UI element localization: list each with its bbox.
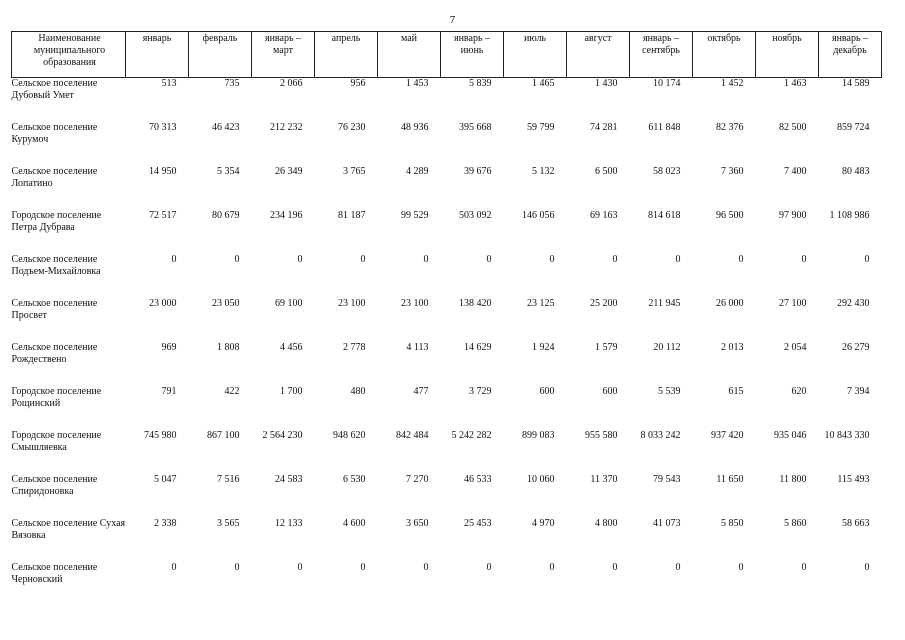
table-cell: 4 600 [343, 518, 366, 529]
table-cell: 0 [360, 562, 366, 573]
table-cell: 23 000 [149, 298, 177, 309]
table-cell: 58 023 [653, 166, 681, 177]
table-cell: 27 100 [779, 298, 807, 309]
table-header-row [12, 32, 882, 78]
table-cell: 80 679 [212, 210, 240, 221]
column-header: май [378, 32, 441, 78]
table-cell: 10 174 [653, 78, 681, 89]
table-row [12, 78, 882, 123]
table-cell: 82 376 [716, 122, 744, 133]
column-header-name: Наименование муниципального образования [12, 32, 126, 78]
table-cell: 6 500 [595, 166, 618, 177]
table-cell: 791 [161, 386, 177, 397]
table-cell: 2 013 [721, 342, 744, 353]
table-cell: 1 579 [595, 342, 618, 353]
table-cell: 600 [602, 386, 618, 397]
table-cell: 39 676 [464, 166, 492, 177]
table-cell: 5 242 282 [451, 430, 492, 441]
table-cell: 1 463 [784, 78, 807, 89]
table-cell: 48 936 [401, 122, 429, 133]
table-cell: 422 [224, 386, 240, 397]
table-cell: 745 980 [144, 430, 177, 441]
table-cell: 1 465 [532, 78, 555, 89]
column-header: январь – сентябрь [630, 32, 693, 78]
table-cell: 234 196 [270, 210, 303, 221]
table-cell: 8 033 242 [640, 430, 681, 441]
table-cell: 0 [423, 254, 429, 265]
table-cell: 41 073 [653, 518, 681, 529]
table-cell: 11 650 [716, 474, 744, 485]
table-cell: 3 565 [217, 518, 240, 529]
table-cell: 59 799 [527, 122, 555, 133]
table-cell: 25 200 [590, 298, 618, 309]
table-cell: 5 132 [532, 166, 555, 177]
table-cell: 14 589 [842, 78, 870, 89]
table-body [12, 78, 882, 607]
table-cell: 1 924 [532, 342, 555, 353]
table-cell: 82 500 [779, 122, 807, 133]
table-cell: 7 516 [217, 474, 240, 485]
table-cell: 735 [224, 78, 240, 89]
table-cell: 0 [297, 254, 303, 265]
table-cell: 3 765 [343, 166, 366, 177]
table-cell: 99 529 [401, 210, 429, 221]
table-cell: 477 [413, 386, 429, 397]
table-cell: 395 668 [459, 122, 492, 133]
table-cell: 46 533 [464, 474, 492, 485]
table-row [12, 562, 882, 606]
table-cell: 956 [350, 78, 366, 89]
table-cell: 935 046 [774, 430, 807, 441]
table-cell: 0 [738, 254, 744, 265]
data-table [11, 31, 882, 606]
table-cell: 81 187 [338, 210, 366, 221]
table-cell: 2 564 230 [262, 430, 303, 441]
table-cell: 7 270 [406, 474, 429, 485]
municipality-name: Сельское поселение Черновский [11, 562, 98, 585]
municipality-name: Сельское поселение Сухая Вязовка [11, 518, 126, 541]
table-cell: 4 970 [532, 518, 555, 529]
table-cell: 4 800 [595, 518, 618, 529]
municipality-name: Сельское поселение Подъем-Михайловка [11, 254, 101, 277]
table-cell: 0 [234, 254, 240, 265]
table-cell: 7 360 [721, 166, 744, 177]
column-header: январь – март [252, 32, 315, 78]
table-cell: 76 230 [338, 122, 366, 133]
table-row [12, 254, 882, 298]
table-cell: 5 354 [217, 166, 240, 177]
table-cell: 2 338 [154, 518, 177, 529]
table-row [12, 298, 882, 342]
table-cell: 5 539 [658, 386, 681, 397]
column-header: январь – июнь [441, 32, 504, 78]
table-cell: 2 054 [784, 342, 807, 353]
table-cell: 0 [360, 254, 366, 265]
table-row [12, 210, 882, 254]
table-cell: 615 [728, 386, 744, 397]
table-cell: 2 066 [280, 78, 303, 89]
table-cell: 955 580 [585, 430, 618, 441]
table-cell: 69 163 [590, 210, 618, 221]
table-cell: 79 543 [653, 474, 681, 485]
table-cell: 4 113 [406, 342, 429, 353]
table-cell: 513 [161, 78, 177, 89]
table-cell: 72 517 [149, 210, 177, 221]
municipality-name: Городское поселение Петра Дубрава [11, 210, 102, 233]
table-cell: 10 060 [527, 474, 555, 485]
table-cell: 7 400 [784, 166, 807, 177]
table-cell: 3 650 [406, 518, 429, 529]
table-cell: 14 950 [149, 166, 177, 177]
table-cell: 0 [864, 562, 870, 573]
municipality-name: Сельское поселение Лопатино [11, 166, 98, 189]
table-row [12, 386, 882, 430]
table-cell: 74 281 [590, 122, 618, 133]
table-cell: 5 860 [784, 518, 807, 529]
column-header: январь [126, 32, 189, 78]
table-cell: 1 700 [280, 386, 303, 397]
table-cell: 0 [864, 254, 870, 265]
table-cell: 26 279 [842, 342, 870, 353]
table-cell: 80 483 [842, 166, 870, 177]
table-cell: 11 370 [590, 474, 618, 485]
table-cell: 480 [350, 386, 366, 397]
table-cell: 20 112 [653, 342, 681, 353]
table-cell: 12 133 [275, 518, 303, 529]
table-cell: 899 083 [522, 430, 555, 441]
table-cell: 0 [738, 562, 744, 573]
table-cell: 146 056 [522, 210, 555, 221]
column-header: июль [504, 32, 567, 78]
table-cell: 23 050 [212, 298, 240, 309]
table-cell: 937 420 [711, 430, 744, 441]
table-cell: 0 [297, 562, 303, 573]
table-cell: 620 [791, 386, 807, 397]
table-cell: 46 423 [212, 122, 240, 133]
table-cell: 69 100 [275, 298, 303, 309]
municipality-name: Сельское поселение Просвет [11, 298, 98, 321]
table-row [12, 518, 882, 562]
table-row [12, 122, 882, 166]
table-cell: 0 [612, 254, 618, 265]
table-cell: 5 850 [721, 518, 744, 529]
table-cell: 1 453 [406, 78, 429, 89]
table-cell: 24 583 [275, 474, 303, 485]
table-cell: 0 [549, 562, 555, 573]
table-cell: 814 618 [648, 210, 681, 221]
table-cell: 842 484 [396, 430, 429, 441]
table-cell: 4 456 [280, 342, 303, 353]
table-cell: 0 [675, 254, 681, 265]
column-header: август [567, 32, 630, 78]
table-cell: 7 394 [847, 386, 870, 397]
table-cell: 0 [612, 562, 618, 573]
table-cell: 0 [171, 254, 177, 265]
table-cell: 115 493 [837, 474, 870, 485]
table-row [12, 342, 882, 386]
municipality-name: Сельское поселение Рождествено [11, 342, 98, 365]
table-cell: 212 232 [270, 122, 303, 133]
municipality-name: Сельское поселение Курумоч [11, 122, 98, 145]
table-cell: 867 100 [207, 430, 240, 441]
table-cell: 503 092 [459, 210, 492, 221]
table-cell: 292 430 [837, 298, 870, 309]
municipality-name: Сельское поселение Дубовый Умет [11, 78, 98, 101]
column-header: январь – декабрь [819, 32, 882, 78]
table-cell: 5 839 [469, 78, 492, 89]
table-cell: 23 125 [527, 298, 555, 309]
table-cell: 0 [549, 254, 555, 265]
table-cell: 4 289 [406, 166, 429, 177]
table-cell: 1 430 [595, 78, 618, 89]
table-cell: 5 047 [154, 474, 177, 485]
table-cell: 23 100 [401, 298, 429, 309]
table-cell: 3 729 [469, 386, 492, 397]
column-header: ноябрь [756, 32, 819, 78]
table-cell: 26 349 [275, 166, 303, 177]
table-cell: 1 108 986 [829, 210, 870, 221]
municipality-name: Городское поселение Смышляевка [11, 430, 102, 453]
table-cell: 0 [486, 254, 492, 265]
municipality-name: Городское поселение Рощинский [11, 386, 102, 409]
table-cell: 23 100 [338, 298, 366, 309]
table-cell: 211 945 [648, 298, 681, 309]
table-row [12, 430, 882, 474]
table-cell: 948 620 [333, 430, 366, 441]
table-cell: 14 629 [464, 342, 492, 353]
table-cell: 96 500 [716, 210, 744, 221]
table-cell: 0 [171, 562, 177, 573]
column-header: октябрь [693, 32, 756, 78]
table-cell: 1 808 [217, 342, 240, 353]
table-cell: 11 800 [779, 474, 807, 485]
table-cell: 969 [161, 342, 177, 353]
table-cell: 611 848 [648, 122, 681, 133]
table-cell: 6 530 [343, 474, 366, 485]
table-cell: 97 900 [779, 210, 807, 221]
table-cell: 58 663 [842, 518, 870, 529]
page-number: 7 [449, 14, 456, 26]
column-header: апрель [315, 32, 378, 78]
table-cell: 25 453 [464, 518, 492, 529]
table-cell: 0 [675, 562, 681, 573]
table-cell: 0 [234, 562, 240, 573]
table-cell: 859 724 [837, 122, 870, 133]
table-cell: 70 313 [149, 122, 177, 133]
column-header: февраль [189, 32, 252, 78]
table-cell: 0 [486, 562, 492, 573]
table-cell: 26 000 [716, 298, 744, 309]
table-cell: 2 778 [343, 342, 366, 353]
table-cell: 600 [539, 386, 555, 397]
table-row [12, 166, 882, 210]
table-cell: 138 420 [459, 298, 492, 309]
table-cell: 0 [423, 562, 429, 573]
table-row [12, 474, 882, 518]
table-cell: 1 452 [721, 78, 744, 89]
table-cell: 0 [801, 254, 807, 265]
municipality-name: Сельское поселение Спиридоновка [11, 474, 98, 497]
table-cell: 10 843 330 [824, 430, 870, 441]
table-cell: 0 [801, 562, 807, 573]
